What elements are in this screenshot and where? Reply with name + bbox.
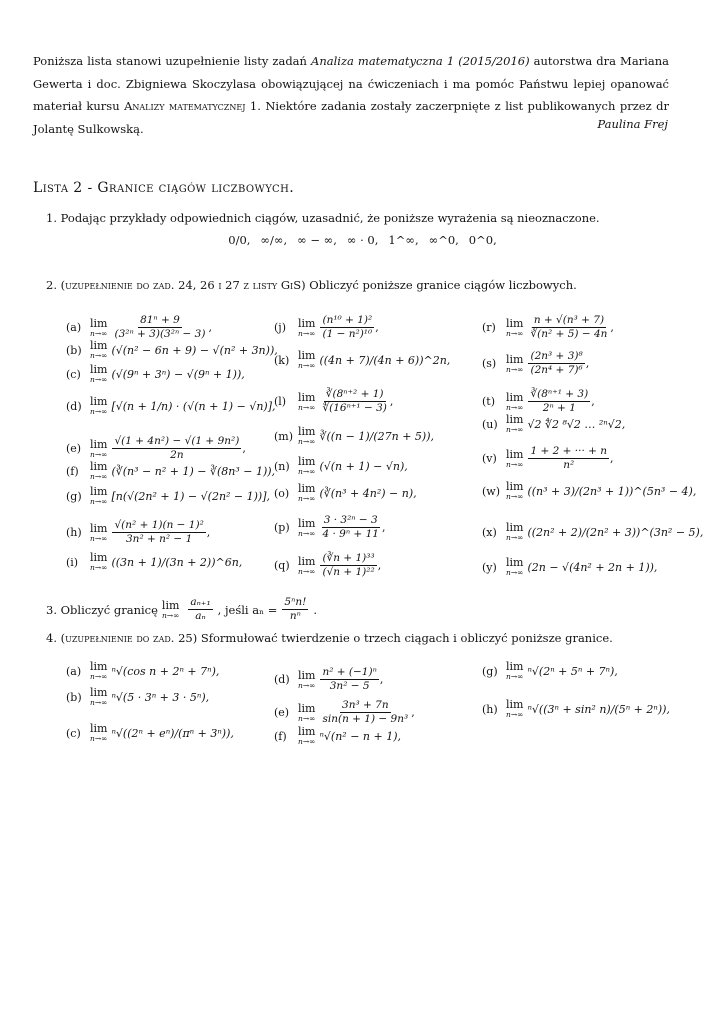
task-3: [46, 596, 317, 623]
lim-word: lim: [298, 482, 316, 495]
exercise-g: [66, 486, 270, 506]
task-3-end: .: [313, 602, 317, 617]
fraction: [188, 596, 212, 623]
denominator: (√n + 1)²²: [322, 566, 375, 578]
lim-operator: [298, 456, 315, 476]
lim-operator: [90, 687, 107, 707]
numerator: 5ⁿn!: [284, 596, 307, 608]
lim-subscript: n→∞: [90, 734, 108, 743]
exercise-s: [482, 350, 589, 377]
exercise-label: (o): [274, 486, 290, 500]
exercise-a: [66, 314, 212, 341]
trailing-comma: ,: [610, 321, 614, 334]
exercise-label: (h): [482, 702, 498, 716]
denominator: ∜(16ⁿ⁺¹ − 3): [322, 402, 387, 414]
trailing-comma: ,: [591, 395, 595, 408]
lim-operator: [506, 661, 523, 681]
lim-word: lim: [298, 554, 316, 568]
lim-operator: [298, 426, 315, 446]
trailing-comma: ,: [206, 526, 211, 539]
denominator: 3n² − 5: [329, 680, 370, 692]
limit-expression: √2 ∜2 ⁸√2 … ²ⁿ√2,: [527, 417, 626, 431]
lim-operator: [90, 396, 107, 416]
denominator: ∛(n² + 5) − 4n: [530, 328, 608, 340]
trailing-comma: ,: [208, 321, 212, 334]
exercise-label: (j): [274, 321, 286, 334]
lim-subscript: n→∞: [298, 713, 316, 723]
limit-expression: ⁿ√((2ⁿ + eⁿ)/(πⁿ + 3ⁿ)),: [111, 726, 234, 740]
exercise-t: [482, 388, 595, 415]
lim-subscript: n→∞: [506, 364, 524, 374]
fraction: [320, 314, 374, 341]
lim-operator: [90, 340, 107, 360]
lim-operator: [506, 481, 523, 501]
exercise-label: (d): [66, 399, 82, 413]
lim-subscript: n→∞: [506, 402, 524, 412]
lim-word: lim: [298, 349, 316, 362]
exercise-label: (t): [482, 395, 496, 408]
lim-operator: [298, 483, 315, 503]
list-title: Lista 2 - Granice ciągów liczbowych.: [33, 180, 295, 196]
exercise-label: (p): [274, 521, 290, 534]
intro-text-after: . Niektóre zadania zostały zaczerpnięte z list publikowanych przez dr Jolantę Sulkowską.: [33, 99, 669, 136]
denominator: (2n⁴ + 7)⁶: [530, 364, 583, 376]
task-4-prefix: 4. (: [46, 631, 66, 645]
lim-word: lim: [506, 698, 524, 711]
lim-subscript: n→∞: [506, 568, 524, 577]
lim-word: lim: [506, 390, 524, 404]
lim-operator: [90, 318, 107, 338]
lim-word: lim: [298, 701, 316, 715]
trailing-comma: ,: [377, 559, 382, 572]
lim-operator: [298, 703, 315, 723]
exercise-e: [274, 699, 415, 726]
lim-word: lim: [161, 598, 180, 612]
indeterminate-form: 1^∞,: [388, 233, 419, 247]
exercise-p: [274, 514, 385, 541]
lim-operator: [90, 723, 107, 743]
numerator: 81ⁿ + 9: [140, 314, 180, 326]
lim-subscript: n→∞: [298, 566, 316, 576]
fraction: [320, 666, 378, 693]
exercise-label: (s): [482, 357, 497, 370]
lim-word: lim: [506, 352, 524, 366]
lim-subscript: n→∞: [90, 698, 108, 707]
exercise-y: [482, 557, 657, 577]
exercise-label: (q): [274, 559, 290, 572]
exercise-d: [274, 666, 383, 693]
lim-word: lim: [90, 339, 108, 352]
lim-word: lim: [90, 437, 108, 451]
lim-word: lim: [298, 455, 316, 468]
exercise-label: (f): [66, 464, 79, 478]
denominator: n²: [563, 459, 575, 471]
exercise-label: (f): [274, 729, 287, 743]
fraction: [112, 519, 205, 546]
lim-subscript: n→∞: [298, 467, 316, 476]
intro-text-before: Poniższa lista stanowi uzupełnienie listy zadań: [33, 54, 312, 68]
exercise-b: [66, 687, 209, 707]
numerator: 3n³ + 7n: [342, 699, 389, 711]
limit-expression: ∛((n − 1)/(27n + 5)),: [319, 429, 435, 443]
lim-subscript: n→∞: [298, 328, 316, 338]
limit-expression: (2n − √(4n² + 2n + 1)),: [527, 560, 658, 574]
task-2-reference: uzupełnienie do zad. 24, 26 i 27 z listy GiS: [65, 278, 302, 292]
numerator: n² + (−1)ⁿ: [322, 666, 377, 678]
lim-subscript: n→∞: [298, 528, 316, 538]
lim-operator: [506, 522, 523, 542]
lim-subscript: n→∞: [298, 680, 316, 690]
lim-word: lim: [298, 516, 316, 530]
lim-subscript: n→∞: [506, 710, 524, 719]
lim-word: lim: [90, 460, 108, 473]
fraction: [528, 350, 584, 377]
exercise-l: [274, 388, 393, 415]
exercise-m: [274, 426, 434, 446]
exercise-u: [482, 414, 625, 434]
lim-word: lim: [90, 660, 108, 673]
lim-subscript: n→∞: [90, 533, 108, 543]
author-name: Paulina Frej: [597, 117, 668, 131]
trailing-comma: ,: [585, 357, 590, 370]
lim-subscript: n→∞: [90, 407, 108, 416]
numerator: ∛(8ⁿ⁺¹ + 3): [530, 388, 589, 400]
lim-operator: [506, 318, 523, 338]
indeterminate-form: 0/0,: [228, 233, 251, 247]
lim-operator: [90, 461, 107, 481]
fraction: [320, 388, 388, 415]
exercise-x: [482, 522, 703, 542]
lim-subscript: n→∞: [90, 351, 108, 360]
exercise-f: [66, 461, 275, 481]
limit-expression: ⁿ√(n² − n + 1),: [319, 729, 402, 743]
lim-operator: [90, 661, 107, 681]
task-2-suffix: ) Obliczyć poniższe granice ciągów liczbowych.: [301, 278, 577, 292]
course-name: Analizy matematycznej 1: [124, 99, 258, 113]
lim-subscript: n→∞: [90, 497, 108, 506]
exercise-w: [482, 481, 696, 501]
numerator: 3 · 3²ⁿ − 3: [323, 514, 378, 526]
lim-word: lim: [90, 722, 108, 735]
indeterminate-form: ∞^0,: [428, 233, 459, 247]
task-3-prefix: 3. Obliczyć granicę: [46, 602, 158, 617]
lim-operator: [298, 670, 315, 690]
denominator: 2n: [170, 449, 184, 461]
lim-subscript: n→∞: [298, 737, 316, 746]
lim-operator: [298, 726, 315, 746]
lim-operator: [90, 364, 107, 384]
exercise-label: (r): [482, 321, 496, 334]
lim-word: lim: [90, 686, 108, 699]
exercise-label: (d): [274, 673, 290, 686]
lim-operator: [506, 557, 523, 577]
lim-subscript: n→∞: [90, 375, 108, 384]
limit-expression: ⁿ√(2ⁿ + 5ⁿ + 7ⁿ),: [527, 664, 618, 678]
exercise-label: (m): [274, 429, 294, 443]
fraction: [528, 388, 590, 415]
limit-expression: ⁿ√(cos n + 2ⁿ + 7ⁿ),: [111, 664, 220, 678]
exercise-label: (v): [482, 452, 497, 465]
exercise-label: (h): [66, 526, 82, 539]
exercise-v: [482, 445, 614, 472]
lim-operator: [298, 556, 315, 576]
book-title: Analiza matematyczna 1 (2015/2016): [311, 54, 530, 68]
lim-operator: [506, 392, 523, 412]
exercise-label: (k): [274, 353, 290, 367]
numerator: (2n³ + 3)⁸: [530, 350, 583, 362]
exercise-label: (y): [482, 560, 497, 574]
exercise-label: (e): [274, 706, 290, 719]
exercise-label: (i): [66, 555, 79, 569]
lim-subscript: n→∞: [90, 672, 108, 681]
exercise-n: [274, 456, 408, 476]
denominator: 3n² + n² − 1: [126, 533, 193, 545]
limit-expression: ((2n² + 2)/(2n² + 3))^(3n² − 5),: [527, 525, 704, 539]
limit-expression: ⁿ√((3ⁿ + sin² n)/(5ⁿ + 2ⁿ)),: [527, 702, 670, 716]
indeterminate-forms: [0, 233, 725, 247]
exercise-label: (u): [482, 417, 498, 431]
indeterminate-form: ∞ · 0,: [346, 233, 379, 247]
lim-operator: [90, 523, 107, 543]
exercise-h: [482, 699, 670, 719]
lim-operator: [90, 552, 107, 572]
lim-subscript: n→∞: [298, 361, 316, 370]
lim-subscript: n→∞: [506, 425, 524, 434]
task-4-reference: uzupełnienie do zad. 25: [65, 631, 193, 645]
lim-word: lim: [506, 413, 524, 426]
lim-subscript: n→∞: [298, 402, 316, 412]
numerator: aₙ₊₁: [190, 596, 211, 608]
fraction: [112, 314, 207, 341]
lim-word: lim: [506, 447, 524, 461]
exercise-label: (l): [274, 395, 287, 408]
numerator: √(1 + 4n²) − √(1 + 9n²): [114, 435, 240, 447]
lim-word: lim: [90, 485, 108, 498]
trailing-comma: ,: [411, 706, 415, 719]
limit-expression: [√(n + 1/n) · (√(n + 1) − √n)],: [111, 399, 276, 413]
fraction: [320, 552, 376, 579]
task-4-suffix: ) Sformułować twierdzenie o trzech ciągach i obliczyć poniższe granice.: [192, 631, 613, 645]
lim-subscript: n→∞: [90, 563, 108, 572]
exercise-label: (c): [66, 367, 81, 381]
numerator: (n¹⁰ + 1)²: [322, 314, 373, 326]
lim-operator: [90, 439, 107, 459]
exercise-i: [66, 552, 242, 572]
limit-expression: [n(√(2n² + 1) − √(2n² − 1))],: [111, 489, 271, 503]
exercise-r: [482, 314, 614, 341]
lim-word: lim: [298, 316, 316, 330]
lim-word: lim: [90, 316, 108, 330]
lim-subscript: n→∞: [506, 672, 524, 681]
denominator: aₙ: [195, 610, 206, 622]
exercise-a: [66, 661, 219, 681]
limit-expression: (∛(n³ − n² + 1) − ∛(8n³ − 1)),: [111, 464, 276, 478]
lim-word: lim: [506, 521, 524, 534]
trailing-comma: ,: [379, 673, 384, 686]
lim-operator: [298, 350, 315, 370]
numerator: (∛n + 1)³³: [322, 552, 375, 564]
limit-expression: (∛(n³ + 4n²) − n),: [319, 486, 417, 500]
task-4-label: [46, 631, 613, 645]
lim-word: lim: [506, 480, 524, 493]
trailing-comma: ,: [610, 452, 614, 465]
exercise-label: (b): [66, 690, 82, 704]
fraction: [320, 699, 410, 726]
exercise-o: [274, 483, 417, 503]
lim-operator: [506, 414, 523, 434]
lim-word: lim: [298, 390, 316, 404]
lim-subscript: n→∞: [161, 610, 180, 620]
lim-word: lim: [90, 551, 108, 564]
lim-operator: [90, 486, 107, 506]
lim-subscript: n→∞: [298, 437, 316, 446]
lim-operator: [506, 699, 523, 719]
denominator: 4 · 9ⁿ + 11: [322, 528, 379, 540]
task-1-label: 1. Podając przykłady odpowiednich ciągów, uzasadnić, że poniższe wyrażenia są nieoznaczone.: [46, 211, 600, 225]
indeterminate-form: ∞/∞,: [260, 233, 288, 247]
exercise-d: [66, 396, 276, 416]
lim-operator: [506, 449, 523, 469]
fraction: [528, 314, 609, 341]
fraction: [320, 514, 380, 541]
lim-word: lim: [506, 316, 524, 330]
lim-subscript: n→∞: [90, 449, 108, 459]
exercise-label: (g): [66, 489, 82, 503]
lim-subscript: n→∞: [506, 533, 524, 542]
exercise-label: (x): [482, 525, 497, 539]
denominator: (3²ⁿ + 3)(3²ⁿ − 3): [114, 328, 206, 340]
lim-subscript: n→∞: [298, 494, 316, 503]
lim-word: lim: [90, 363, 108, 376]
numerator: n + √(n³ + 7): [533, 314, 605, 326]
denominator: 2ⁿ + 1: [542, 402, 576, 414]
denominator: (1 − n²)¹⁰: [322, 328, 373, 340]
lim-subscript: n→∞: [90, 472, 108, 481]
lim-word: lim: [90, 395, 108, 408]
an-fraction: [282, 596, 308, 623]
lim-subscript: n→∞: [506, 328, 524, 338]
lim-subscript: n→∞: [506, 492, 524, 501]
exercise-label: (a): [66, 321, 82, 334]
lim-operator: [298, 518, 315, 538]
exercise-label: (g): [482, 664, 498, 678]
limit-expression: (√(n + 1) − √n),: [319, 459, 408, 473]
lim-subscript: n→∞: [506, 459, 524, 469]
task-3-middle: , jeśli aₙ =: [217, 602, 278, 617]
exercise-k: [274, 350, 450, 370]
limit-expression: ((3n + 1)/(3n + 2))^6n,: [111, 555, 243, 569]
exercise-label: (b): [66, 343, 82, 357]
lim-operator: [162, 600, 179, 620]
lim-subscript: n→∞: [90, 328, 108, 338]
limit-expression: (√(9ⁿ + 3ⁿ) − √(9ⁿ + 1)),: [111, 367, 245, 381]
lim-word: lim: [506, 660, 524, 673]
task-2-label: [46, 278, 577, 292]
exercise-label: (a): [66, 664, 82, 678]
exercise-c: [66, 723, 234, 743]
lim-word: lim: [298, 668, 316, 682]
numerator: √(n² + 1)(n − 1)²: [114, 519, 204, 531]
numerator: ∛(8ⁿ⁺² + 1): [325, 388, 384, 400]
exercise-g: [482, 661, 618, 681]
lim-word: lim: [298, 725, 316, 738]
denominator: nⁿ: [289, 610, 301, 622]
intro-paragraph: [33, 50, 669, 140]
exercise-label: (w): [482, 484, 500, 498]
denominator: sin(n + 1) − 9n³: [322, 713, 409, 725]
lim-operator: [298, 392, 315, 412]
exercise-q: [274, 552, 381, 579]
task-2-prefix: 2. (: [46, 278, 66, 292]
exercise-h: [66, 519, 210, 546]
exercise-label: (e): [66, 442, 82, 455]
indeterminate-form: 0^0,: [468, 233, 497, 247]
lim-word: lim: [298, 425, 316, 438]
limit-expression: ((4n + 7)/(4n + 6))^2n,: [319, 353, 451, 367]
exercise-c: [66, 364, 245, 384]
exercise-label: (n): [274, 459, 290, 473]
exercise-j: [274, 314, 379, 341]
trailing-comma: ,: [242, 442, 246, 455]
exercise-e: [66, 435, 246, 462]
limit-expression: ((n³ + 3)/(2n³ + 1))^(5n³ − 4),: [527, 484, 697, 498]
fraction: [112, 435, 241, 462]
trailing-comma: ,: [381, 521, 386, 534]
lim-word: lim: [506, 556, 524, 569]
exercise-f: [274, 726, 401, 746]
exercise-b: [66, 340, 278, 360]
exercise-label: (c): [66, 726, 81, 740]
trailing-comma: ,: [375, 321, 379, 334]
indeterminate-form: ∞ − ∞,: [297, 233, 337, 247]
limit-expression: (√(n² − 6n + 9) − √(n² + 3n)),: [111, 343, 278, 357]
intro-text-middle: autorstwa dra Mariana Gewerta i doc. Zbigniewa Skoczylasa obowiązującej na ćwiczeniach i ma pomóc Państwu lepiej opanować materiał kursu: [33, 54, 669, 113]
lim-word: lim: [90, 521, 108, 535]
trailing-comma: ,: [389, 395, 394, 408]
fraction: [528, 445, 609, 472]
numerator: 1 + 2 + ··· + n: [530, 445, 608, 457]
lim-operator: [506, 354, 523, 374]
lim-operator: [298, 318, 315, 338]
limit-expression: ⁿ√(5 · 3ⁿ + 3 · 5ⁿ),: [111, 690, 210, 704]
